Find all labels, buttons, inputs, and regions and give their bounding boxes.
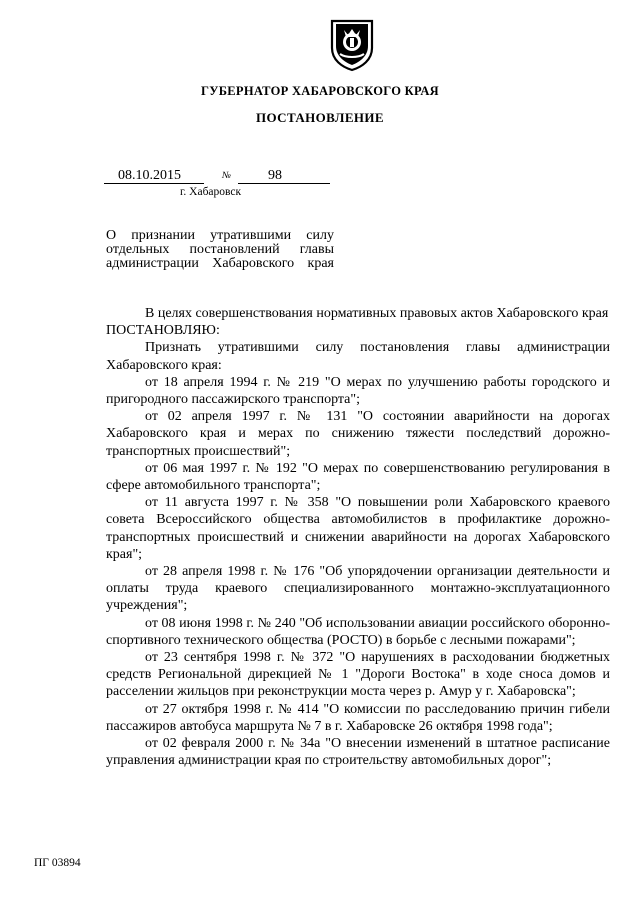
document-subject <box>106 229 334 271</box>
document-date: 08.10.2015 <box>118 168 181 183</box>
repealed-act-item: от 23 сентября 1998 г. № 372 "О нарушениях в расходовании бюджетных средств Региональной дирекцией № 1 "Дороги Востока" в ходе сноса домов и расселении жильцов при реконструкции моста через р. Амур у г. Хабаровска"; <box>106 650 610 700</box>
repealed-act-item: от 27 октября 1998 г. № 414 "О комиссии по расследованию причин гибели пассажиров автобуса маршрута № 7 в г. Хабаровске 26 октября 1998 года"; <box>106 701 610 734</box>
repealed-act-item: от 18 апреля 1994 г. № 219 "О мерах по улучшению работы городского и пригородного пассажирского транспорта"; <box>106 374 610 408</box>
repealed-act-item: от 02 февраля 2000 г. № 34а "О внесении изменений в штатное расписание управления администрации края по строительству автомобильных дорог"; <box>106 736 610 769</box>
repealed-act-item: от 11 августа 1997 г. № 358 "О повышении роли Хабаровского краевого совета Всероссийского общества автомобилистов в профилактике дорожно-транспортных происшествий и снижении аварийности на дорогах Хабаровского края"; <box>106 495 610 562</box>
document-number: 98 <box>268 168 282 183</box>
subject-line: О признании утратившими силу <box>106 228 334 243</box>
document-code: ПГ 03894 <box>34 857 81 869</box>
number-underline <box>238 183 330 184</box>
document-type: ПОСТАНОВЛЕНИЕ <box>255 110 385 125</box>
intro-paragraph: В целях совершенствования нормативных правовых актов Хабаровского края <box>145 306 609 321</box>
repealed-act-item: от 08 июня 1998 г. № 240 "Об использовании авиации российского оборонно-спортивного технического общества (РОСТО) в борьбе с лесными пожарами"; <box>106 615 610 648</box>
resolve-heading: ПОСТАНОВЛЯЮ: <box>106 323 220 339</box>
registration-line <box>104 168 330 186</box>
issue-city: г. Хабаровск <box>180 186 242 198</box>
coat-of-arms-icon <box>328 18 376 72</box>
issuing-authority: ГУБЕРНАТОР ХАБАРОВСКОГО КРАЯ <box>200 84 440 98</box>
date-underline <box>104 183 204 184</box>
subject-line: отдельных постановлений главы <box>106 242 334 257</box>
subject-line: администрации Хабаровского края <box>106 256 334 271</box>
repealed-act-item: от 06 мая 1997 г. № 192 "О мерах по совершенствованию регулирования в сфере автомобильного транспорта"; <box>106 460 610 494</box>
number-label: № <box>222 171 231 181</box>
document-body <box>106 305 610 769</box>
repealed-act-item: от 02 апреля 1997 г. № 131 "О состоянии аварийности на дорогах Хабаровского края и мерах по снижению тяжести последствий дорожно-транспортных происшествий"; <box>106 409 610 459</box>
body-paragraph: Признать утратившими силу постановления главы администрации Хабаровского края: <box>106 340 610 373</box>
repealed-act-item: от 28 апреля 1998 г. № 176 "Об упорядочении организации деятельности и оплаты труда краевого специализированного монтажно-эксплуатационного учреждения"; <box>106 564 610 614</box>
